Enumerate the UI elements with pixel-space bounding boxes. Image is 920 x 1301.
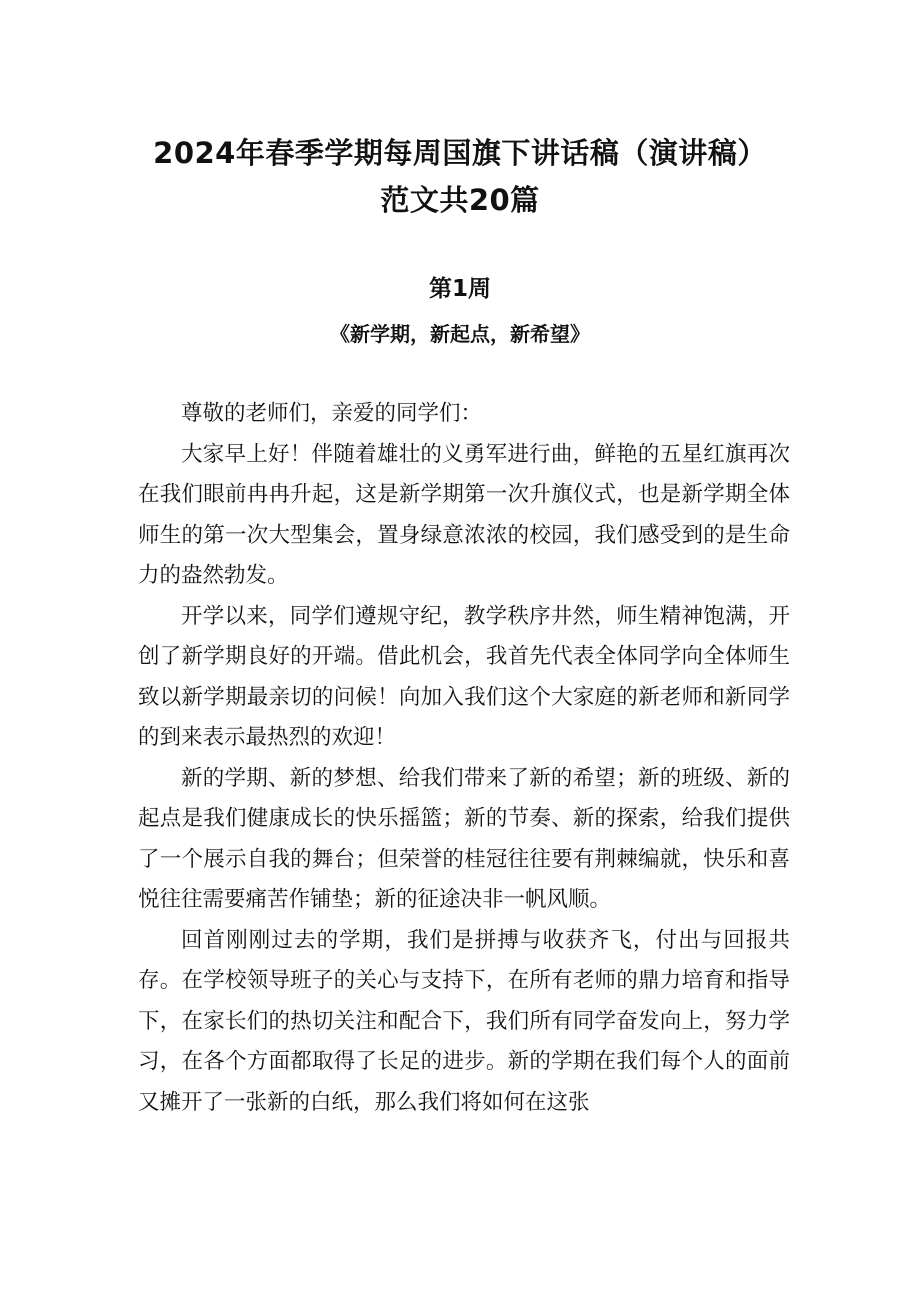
body-paragraph: 回首刚刚过去的学期，我们是拼搏与收获齐飞，付出与回报共存。在学校领导班子的关心与支持下，在所有老师的鼎力培育和指导下，在家长们的热切关注和配合下，我们所有同学奋发向上，努力学习，在各个方面都取得了长足的进步。新的学期在我们每个人的面前又摊开了一张新的白纸，那么我们将如何在这张 xyxy=(138,927,790,1115)
body-paragraph: 开学以来，同学们遵规守纪，教学秩序井然，师生精神饱满，开创了新学期良好的开端。借此机会，我首先代表全体同学向全体师生致以新学期最亲切的问候！向加入我们这个大家庭的新老师和新同学的到来表示最热烈的欢迎！ xyxy=(138,603,790,750)
document-title-line1: 2024年春季学期每周国旗下讲话稿（演讲稿） xyxy=(153,136,767,170)
document-title-line2: 范文共20篇 xyxy=(380,183,540,217)
week-heading: 第1周 xyxy=(428,276,491,302)
speech-body xyxy=(138,394,790,1123)
body-paragraph: 新的学期、新的梦想、给我们带来了新的希望；新的班级、新的起点是我们健康成长的快乐摇篮；新的节奏、新的探索，给我们提供了一个展示自我的舞台；但荣誉的桂冠往往要有荆棘编就，快乐和喜悦往往需要痛苦作铺垫；新的征途决非一帆风顺。 xyxy=(138,765,790,912)
body-paragraph: 大家早上好！伴随着雄壮的义勇军进行曲，鲜艳的五星红旗再次在我们眼前冉冉升起，这是新学期第一次升旗仪式，也是新学期全体师生的第一次大型集会，置身绿意浓浓的校园，我们感受到的是生命力的盎然勃发。 xyxy=(138,441,790,588)
salutation-paragraph: 尊敬的老师们，亲爱的同学们： xyxy=(181,401,483,426)
speech-subtitle: 《新学期，新起点，新希望》 xyxy=(330,322,590,346)
